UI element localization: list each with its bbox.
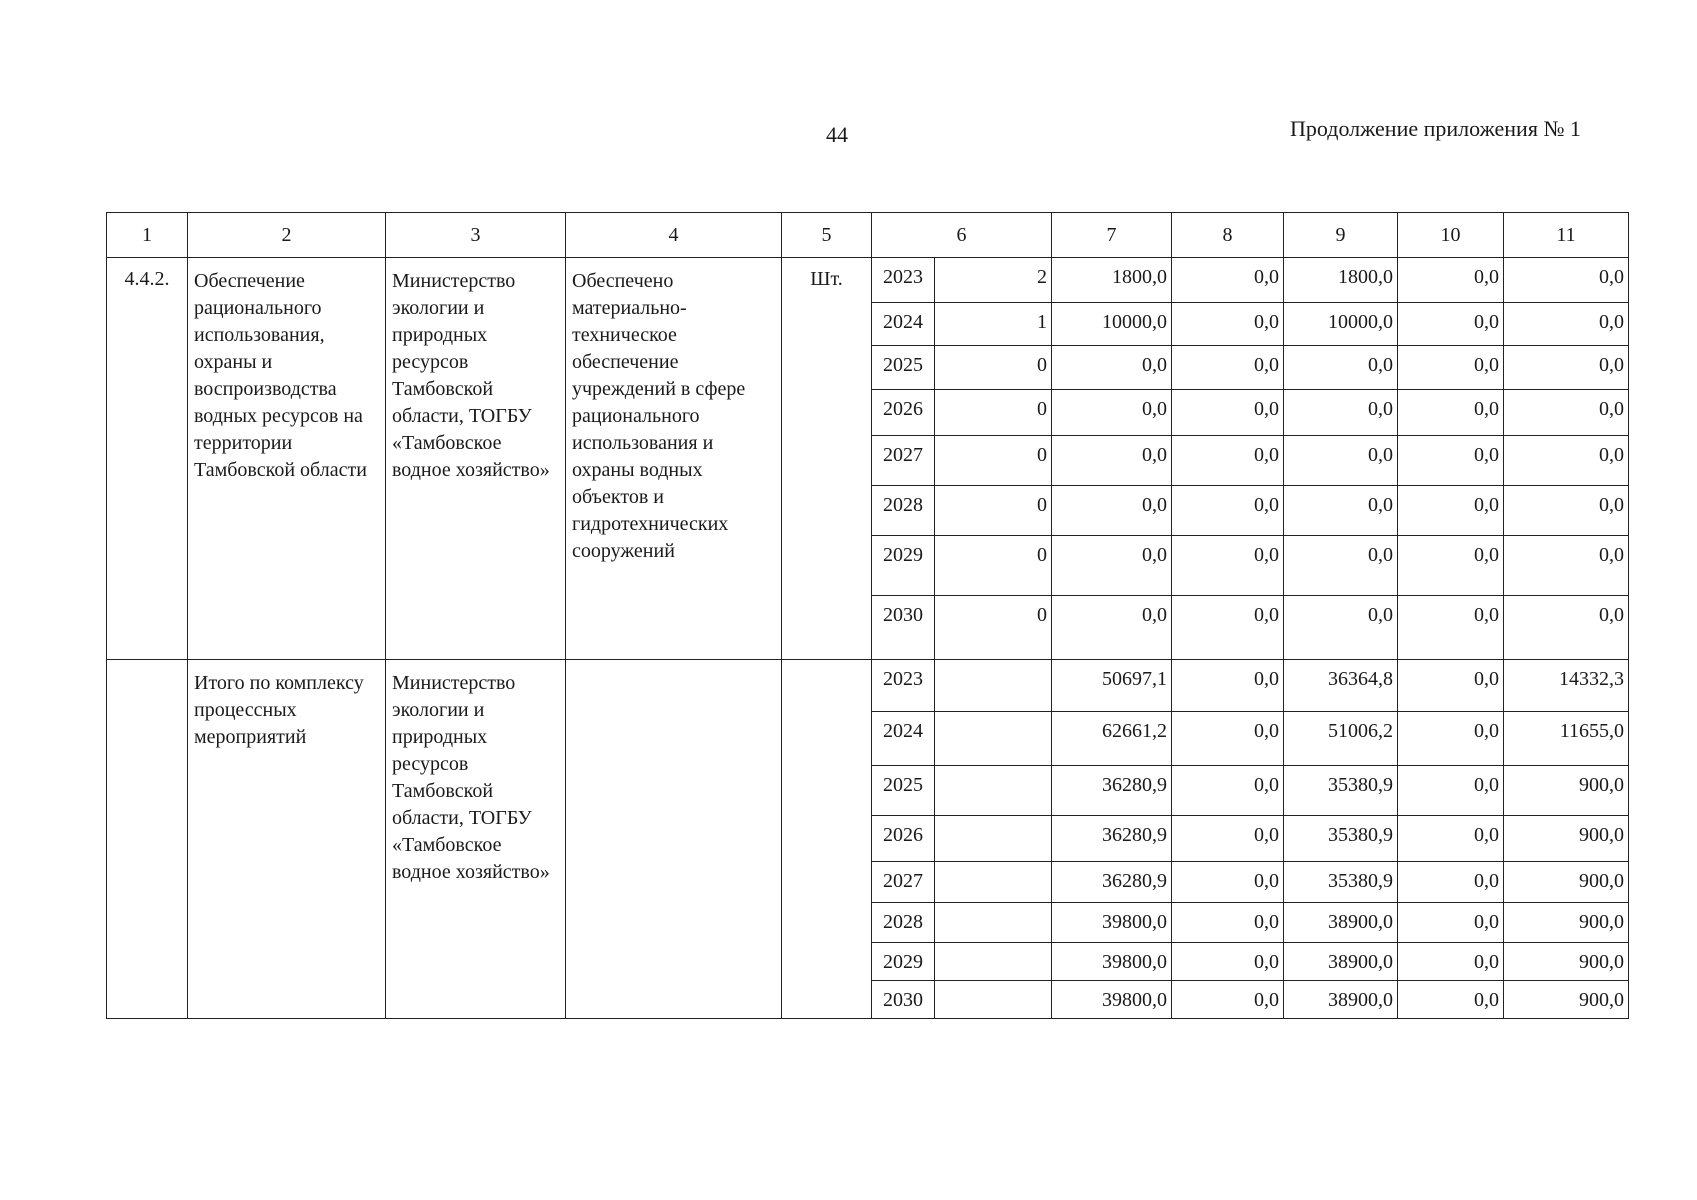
value-col-8: 0,0	[1172, 390, 1284, 436]
value-col-7: 39800,0	[1052, 981, 1172, 1019]
year-cell: 2026	[872, 816, 935, 862]
value-col-7: 36280,9	[1052, 816, 1172, 862]
value-col-10: 0,0	[1398, 303, 1504, 346]
value-col-10: 0,0	[1398, 712, 1504, 766]
value-col-9: 0,0	[1284, 536, 1398, 596]
value-col-7: 0,0	[1052, 596, 1172, 660]
value-col-9: 0,0	[1284, 390, 1398, 436]
value-col-10: 0,0	[1398, 486, 1504, 536]
header-col-11: 11	[1504, 213, 1629, 258]
value-col-10: 0,0	[1398, 390, 1504, 436]
row-result: Обеспечено материально-техническое обеспечение учреждений в сфере рационального использования и охраны водных объектов и гидротехнических сооружений	[566, 258, 782, 660]
value-col-7: 1800,0	[1052, 258, 1172, 303]
value-col-10: 0,0	[1398, 596, 1504, 660]
value-col-8: 0,0	[1172, 981, 1284, 1019]
value-col-7: 62661,2	[1052, 712, 1172, 766]
year-cell: 2026	[872, 390, 935, 436]
value-col-10: 0,0	[1398, 536, 1504, 596]
count-cell: 2	[935, 258, 1052, 303]
value-col-10: 0,0	[1398, 436, 1504, 486]
value-col-11: 900,0	[1504, 862, 1629, 903]
value-col-8: 0,0	[1172, 903, 1284, 943]
row-unit: Шт.	[782, 258, 872, 660]
count-cell	[935, 712, 1052, 766]
header-col-3: 3	[386, 213, 566, 258]
count-cell	[935, 903, 1052, 943]
header-col-1: 1	[107, 213, 188, 258]
value-col-8: 0,0	[1172, 486, 1284, 536]
value-col-10: 0,0	[1398, 660, 1504, 712]
table-row	[107, 258, 1629, 303]
value-col-7: 0,0	[1052, 486, 1172, 536]
year-cell: 2025	[872, 766, 935, 816]
value-col-7: 10000,0	[1052, 303, 1172, 346]
year-cell: 2027	[872, 862, 935, 903]
value-col-9: 0,0	[1284, 346, 1398, 390]
value-col-9: 35380,9	[1284, 766, 1398, 816]
value-col-8: 0,0	[1172, 536, 1284, 596]
count-cell	[935, 660, 1052, 712]
value-col-9: 38900,0	[1284, 981, 1398, 1019]
year-cell: 2030	[872, 981, 935, 1019]
value-col-8: 0,0	[1172, 346, 1284, 390]
value-col-9: 10000,0	[1284, 303, 1398, 346]
value-col-11: 0,0	[1504, 346, 1629, 390]
value-col-11: 0,0	[1504, 390, 1629, 436]
value-col-8: 0,0	[1172, 862, 1284, 903]
year-cell: 2028	[872, 903, 935, 943]
value-col-9: 35380,9	[1284, 862, 1398, 903]
value-col-10: 0,0	[1398, 766, 1504, 816]
value-col-8: 0,0	[1172, 660, 1284, 712]
value-col-11: 14332,3	[1504, 660, 1629, 712]
year-cell: 2023	[872, 660, 935, 712]
year-cell: 2027	[872, 436, 935, 486]
value-col-7: 50697,1	[1052, 660, 1172, 712]
value-col-11: 900,0	[1504, 903, 1629, 943]
value-col-9: 38900,0	[1284, 943, 1398, 981]
count-cell: 0	[935, 486, 1052, 536]
value-col-11: 900,0	[1504, 943, 1629, 981]
value-col-7: 0,0	[1052, 436, 1172, 486]
count-cell	[935, 766, 1052, 816]
value-col-10: 0,0	[1398, 862, 1504, 903]
value-col-11: 0,0	[1504, 258, 1629, 303]
year-cell: 2024	[872, 303, 935, 346]
row-code	[107, 660, 188, 1019]
value-col-11: 900,0	[1504, 981, 1629, 1019]
value-col-10: 0,0	[1398, 816, 1504, 862]
value-col-7: 36280,9	[1052, 766, 1172, 816]
row-responsible: Министерство экологии и природных ресурсов Тамбовской области, ТОГБУ «Тамбовское водное хозяйство»	[386, 258, 566, 660]
value-col-7: 0,0	[1052, 346, 1172, 390]
value-col-8: 0,0	[1172, 436, 1284, 486]
value-col-8: 0,0	[1172, 712, 1284, 766]
value-col-8: 0,0	[1172, 816, 1284, 862]
value-col-7: 39800,0	[1052, 943, 1172, 981]
value-col-9: 1800,0	[1284, 258, 1398, 303]
header-col-4: 4	[566, 213, 782, 258]
appendix-note: Продолжение приложения № 1	[1290, 116, 1581, 141]
budget-table	[106, 212, 1629, 1019]
value-col-9: 51006,2	[1284, 712, 1398, 766]
value-col-8: 0,0	[1172, 258, 1284, 303]
count-cell: 0	[935, 596, 1052, 660]
value-col-11: 0,0	[1504, 596, 1629, 660]
header-col-9: 9	[1284, 213, 1398, 258]
count-cell	[935, 816, 1052, 862]
value-col-7: 39800,0	[1052, 903, 1172, 943]
year-cell: 2030	[872, 596, 935, 660]
value-col-7: 0,0	[1052, 536, 1172, 596]
count-cell: 0	[935, 346, 1052, 390]
value-col-10: 0,0	[1398, 258, 1504, 303]
count-cell	[935, 981, 1052, 1019]
row-code: 4.4.2.	[107, 258, 188, 660]
value-col-9: 0,0	[1284, 436, 1398, 486]
value-col-11: 0,0	[1504, 436, 1629, 486]
value-col-9: 0,0	[1284, 596, 1398, 660]
row-unit	[782, 660, 872, 1019]
value-col-11: 0,0	[1504, 486, 1629, 536]
header-col-6: 6	[872, 213, 1052, 258]
value-col-10: 0,0	[1398, 346, 1504, 390]
value-col-11: 0,0	[1504, 303, 1629, 346]
row-result	[566, 660, 782, 1019]
table-row	[107, 660, 1629, 712]
header-row	[107, 213, 1629, 258]
row-responsible: Министерство экологии и природных ресурсов Тамбовской области, ТОГБУ «Тамбовское водное хозяйство»	[386, 660, 566, 1019]
year-cell: 2028	[872, 486, 935, 536]
count-cell: 0	[935, 390, 1052, 436]
count-cell: 0	[935, 536, 1052, 596]
year-cell: 2023	[872, 258, 935, 303]
value-col-11: 0,0	[1504, 536, 1629, 596]
year-cell: 2029	[872, 943, 935, 981]
value-col-9: 35380,9	[1284, 816, 1398, 862]
value-col-9: 0,0	[1284, 486, 1398, 536]
row-name: Итого по комплексу процессных мероприятий	[188, 660, 386, 1019]
value-col-8: 0,0	[1172, 943, 1284, 981]
row-name: Обеспечение рационального использования, охраны и воспроизводства водных ресурсов на территории Тамбовской области	[188, 258, 386, 660]
count-cell: 0	[935, 436, 1052, 486]
header-col-2: 2	[188, 213, 386, 258]
value-col-11: 900,0	[1504, 766, 1629, 816]
value-col-9: 38900,0	[1284, 903, 1398, 943]
year-cell: 2024	[872, 712, 935, 766]
value-col-10: 0,0	[1398, 903, 1504, 943]
value-col-10: 0,0	[1398, 943, 1504, 981]
header-col-5: 5	[782, 213, 872, 258]
value-col-8: 0,0	[1172, 303, 1284, 346]
value-col-7: 0,0	[1052, 390, 1172, 436]
header-col-7: 7	[1052, 213, 1172, 258]
value-col-11: 900,0	[1504, 816, 1629, 862]
count-cell	[935, 862, 1052, 903]
year-cell: 2025	[872, 346, 935, 390]
value-col-8: 0,0	[1172, 766, 1284, 816]
page-number: 44	[826, 122, 848, 147]
value-col-8: 0,0	[1172, 596, 1284, 660]
value-col-9: 36364,8	[1284, 660, 1398, 712]
count-cell: 1	[935, 303, 1052, 346]
header-col-8: 8	[1172, 213, 1284, 258]
year-cell: 2029	[872, 536, 935, 596]
value-col-11: 11655,0	[1504, 712, 1629, 766]
count-cell	[935, 943, 1052, 981]
value-col-7: 36280,9	[1052, 862, 1172, 903]
value-col-10: 0,0	[1398, 981, 1504, 1019]
header-col-10: 10	[1398, 213, 1504, 258]
